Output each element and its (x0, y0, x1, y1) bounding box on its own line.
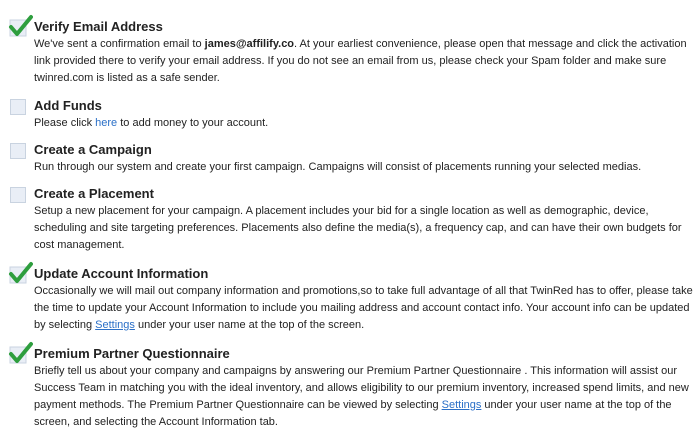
desc-text: Briefly tell us about your company and campaigns by answering our Premium Partner Questionnaire . This information will assist our Success Team in matching you with the ideal inventory, and allows eligibility to our premium inventory, increased spend limits, and new payment methods. The Premium Partner Questionnaire can be viewed by selecting (34, 365, 689, 411)
task-title: Premium Partner Questionnaire (34, 346, 230, 361)
desc-text: Please click (34, 117, 96, 129)
task-title: Create a Placement (34, 186, 154, 201)
checkmark-icon[interactable] (7, 14, 33, 38)
task-title: Update Account Information (34, 266, 209, 281)
desc-text: Occasionally we will mail out company information and promotions,so to take full advantage of all that TwinRed has to offer, please take the time to update your Account Information to include you mailing address and account contact info. Your account info can be updated by selecting (34, 285, 693, 331)
task-title: Add Funds (34, 98, 102, 113)
checkbox-empty-icon[interactable] (10, 187, 26, 203)
task-description (34, 115, 694, 132)
desc-text: to add money to your account. (117, 117, 269, 129)
desc-text: under your user name at the top of the screen, and selecting the Account Information tab. (34, 399, 672, 428)
add-funds-link[interactable]: here (95, 117, 118, 129)
task-description: Setup a new placement for your campaign. A placement includes your bid for a single location as well as demographic, device, scheduling and site targeting preferences. Placements also define the media(s), a frequency cap, and can have their own budgets for cost management. (34, 205, 682, 251)
checkbox-empty-icon[interactable] (10, 99, 26, 115)
task-description (34, 36, 694, 87)
desc-text: . At your earliest convenience, please open that message and click the activation link provided there to verify your email address. If you do not see an email from us, please check your Spam folder and make sure twinred.com is listed as a safe sender. (34, 38, 687, 84)
checkbox-empty-icon[interactable] (10, 143, 26, 159)
task-description (34, 363, 694, 431)
user-email: james@affilify.co (204, 38, 295, 50)
checkmark-icon[interactable] (7, 341, 33, 365)
checkmark-icon[interactable] (7, 261, 33, 285)
settings-link[interactable]: Settings (441, 399, 482, 411)
task-title: Verify Email Address (34, 19, 163, 34)
desc-text: under your user name at the top of the screen. (134, 319, 365, 331)
task-description: Run through our system and create your first campaign. Campaigns will consist of placements running your selected medias. (34, 161, 642, 173)
desc-text: We've sent a confirmation email to (34, 38, 205, 50)
task-description (34, 283, 694, 334)
task-title: Create a Campaign (34, 142, 152, 157)
settings-link[interactable]: Settings (95, 319, 135, 331)
